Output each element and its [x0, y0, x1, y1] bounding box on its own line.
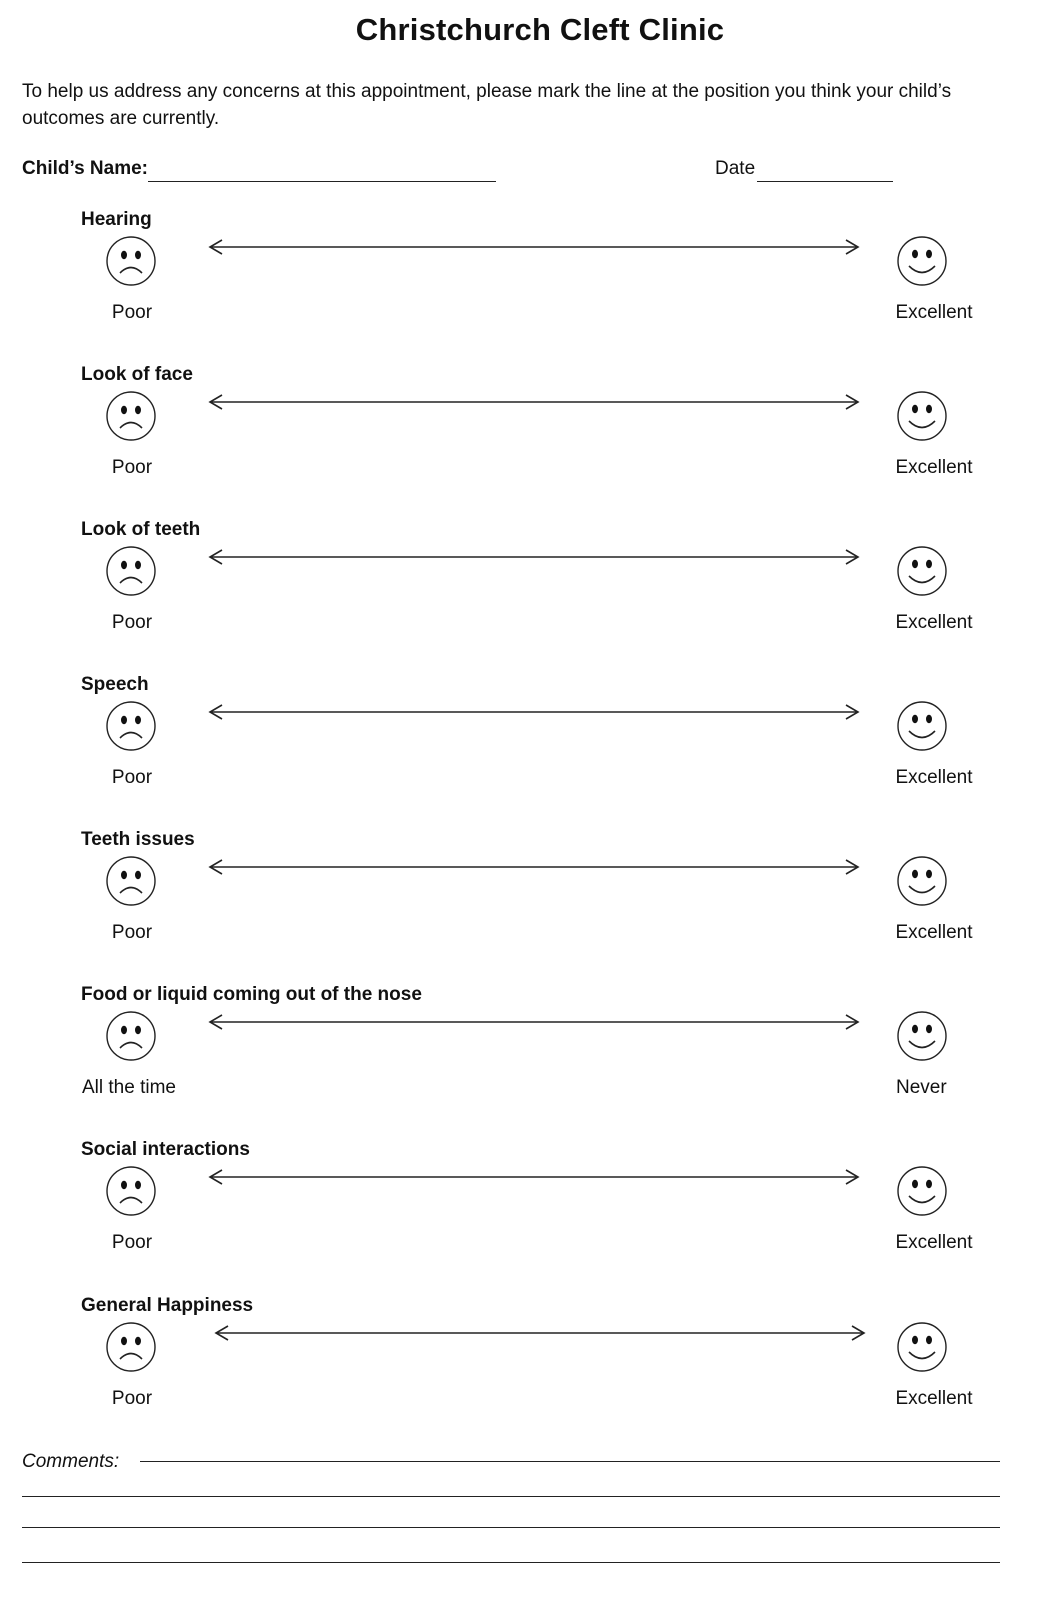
scale-right-label: Excellent — [895, 767, 973, 788]
instructions-text: To help us address any concerns at this appointment, please mark the line at the position you think your child’s outcomes are currently. — [22, 81, 952, 129]
double-arrow-line[interactable] — [212, 1325, 868, 1341]
sad-face-icon — [105, 235, 157, 287]
section-title: Teeth issues — [81, 829, 195, 850]
happy-face-icon — [896, 1321, 948, 1373]
sad-face-icon — [105, 1165, 157, 1217]
comments-line-2[interactable] — [22, 1496, 1000, 1497]
happy-face-icon — [896, 700, 948, 752]
double-arrow-line[interactable] — [206, 549, 862, 565]
double-arrow-line[interactable] — [206, 394, 862, 410]
happy-face-icon — [896, 1010, 948, 1062]
section-general-happiness — [0, 1295, 1040, 1450]
scale-left-label: All the time — [82, 1077, 176, 1098]
double-arrow-line[interactable] — [206, 1014, 862, 1030]
sad-face-icon — [105, 1321, 157, 1373]
child-name-field[interactable] — [148, 181, 496, 182]
sad-face-icon — [105, 545, 157, 597]
scale-right-label: Excellent — [895, 1232, 973, 1253]
scale-right-label: Excellent — [895, 457, 973, 478]
double-arrow-line[interactable] — [206, 704, 862, 720]
happy-face-icon — [896, 855, 948, 907]
sad-face-icon — [105, 390, 157, 442]
happy-face-icon — [896, 235, 948, 287]
comments-label: Comments: — [22, 1451, 120, 1472]
section-look-of-teeth — [0, 519, 1040, 674]
sad-face-icon — [105, 700, 157, 752]
comments-line-3[interactable] — [22, 1527, 1000, 1528]
scale-right-label: Excellent — [895, 922, 973, 943]
sad-face-icon — [105, 855, 157, 907]
section-title: Social interactions — [81, 1139, 250, 1160]
comments-line-1[interactable] — [140, 1461, 1000, 1462]
date-field[interactable] — [757, 181, 893, 182]
happy-face-icon — [896, 545, 948, 597]
form-title: Christchurch Cleft Clinic — [355, 12, 725, 47]
double-arrow-line[interactable] — [206, 1169, 862, 1185]
section-speech — [0, 674, 1040, 829]
scale-left-label: Poor — [111, 457, 153, 478]
section-teeth-issues — [0, 829, 1040, 984]
section-title: Hearing — [81, 209, 152, 230]
scale-right-label: Excellent — [895, 1388, 973, 1409]
comments-line-4[interactable] — [22, 1562, 1000, 1563]
scale-right-label: Never — [896, 1077, 947, 1098]
scale-right-label: Excellent — [895, 612, 973, 633]
scale-left-label: Poor — [111, 1232, 153, 1253]
section-title: Speech — [81, 674, 149, 695]
date-label: Date — [715, 158, 756, 179]
scale-right-label: Excellent — [895, 302, 973, 323]
happy-face-icon — [896, 390, 948, 442]
sad-face-icon — [105, 1010, 157, 1062]
scale-left-label: Poor — [111, 767, 153, 788]
double-arrow-line[interactable] — [206, 239, 862, 255]
scale-left-label: Poor — [111, 1388, 153, 1409]
section-title: Look of teeth — [81, 519, 201, 540]
scale-left-label: Poor — [111, 612, 153, 633]
section-hearing — [0, 209, 1040, 364]
scale-left-label: Poor — [111, 922, 153, 943]
happy-face-icon — [896, 1165, 948, 1217]
section-title: General Happiness — [81, 1295, 254, 1316]
section-title: Food or liquid coming out of the nose — [81, 984, 422, 1005]
section-title: Look of face — [81, 364, 193, 385]
scale-left-label: Poor — [111, 302, 153, 323]
section-look-of-face — [0, 364, 1040, 519]
child-name-label: Child’s Name: — [22, 158, 148, 179]
section-social-interactions — [0, 1139, 1040, 1294]
section-food-liquid-nose — [0, 984, 1040, 1139]
double-arrow-line[interactable] — [206, 859, 862, 875]
